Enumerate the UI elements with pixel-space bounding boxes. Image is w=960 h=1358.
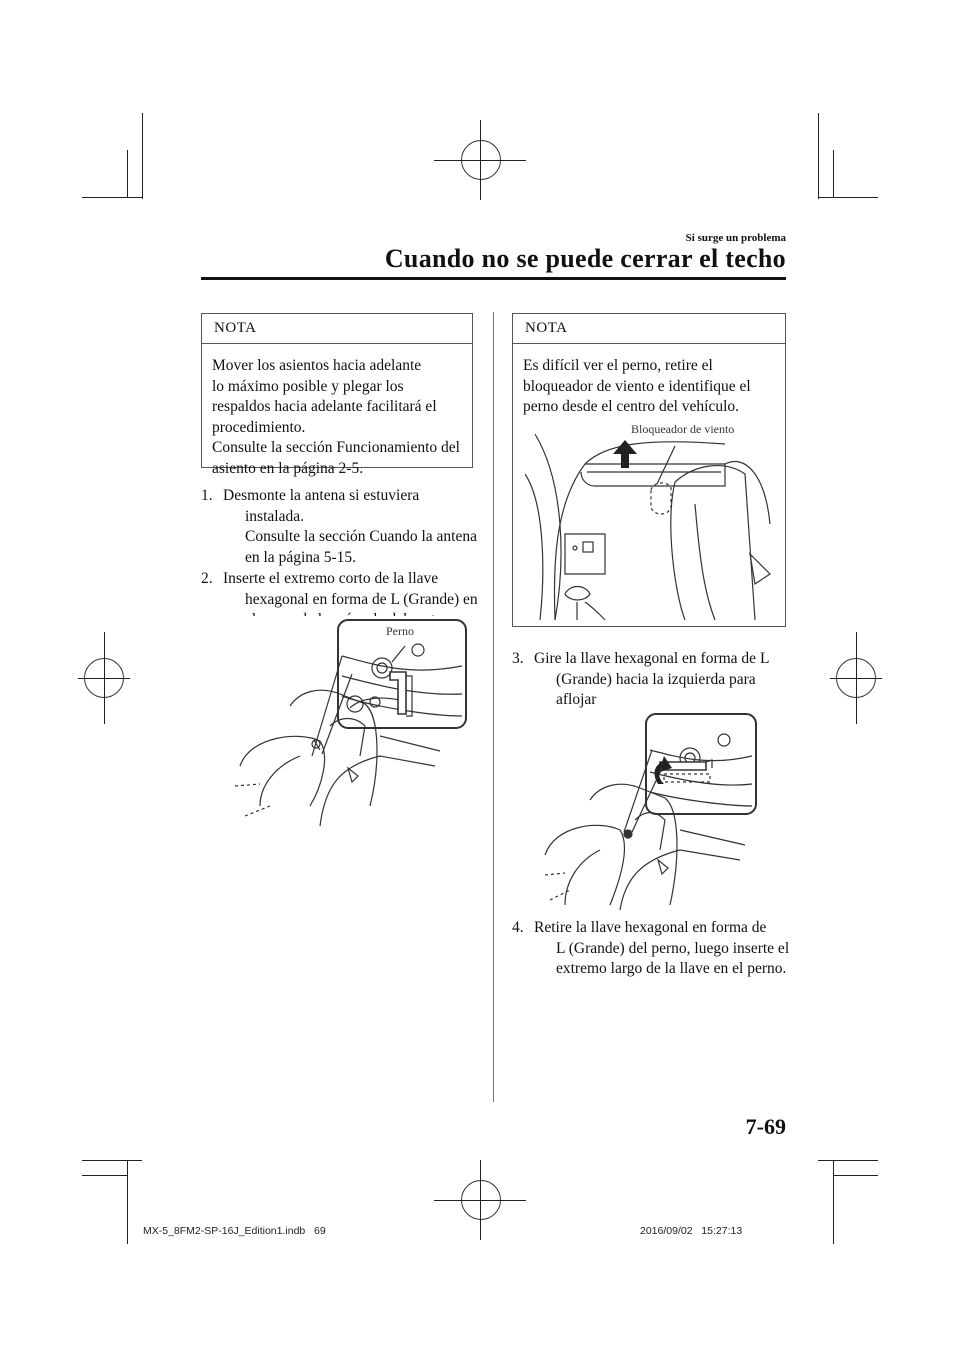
note-line: asiento en la página 2-5. — [212, 459, 364, 477]
note-line: perno desde el centro del vehículo. — [523, 398, 740, 415]
note-heading: NOTA — [202, 314, 472, 344]
step-line: extremo largo de la llave en el perno. — [556, 960, 787, 977]
note-body — [513, 344, 785, 428]
illustration-bolt-bracket — [230, 616, 470, 826]
page-title: Cuando no se puede cerrar el techo — [384, 244, 786, 273]
step-number: 3. — [512, 650, 524, 667]
step-4 — [512, 918, 792, 980]
step-line: Consulte la sección Cuando la antena — [245, 528, 478, 545]
step-line: en la página 5-15. — [245, 548, 357, 566]
note-line: Consulte la sección Funcionamiento del — [212, 439, 460, 456]
note-line: lo máximo posible y plegar los — [212, 377, 404, 395]
column-divider — [493, 312, 494, 1102]
step-line: Retire la llave hexagonal en forma de — [534, 919, 767, 936]
illustration-turn-wrench — [540, 710, 760, 910]
step-line: Gire la llave hexagonal en forma de L — [534, 650, 770, 667]
step-number: 1. — [201, 487, 213, 504]
note-line: Mover los asientos hacia adelante — [212, 357, 422, 374]
callout-bloqueador: Bloqueador de viento — [631, 422, 735, 436]
note-line: procedimiento. — [212, 418, 306, 436]
note-heading: NOTA — [513, 314, 785, 344]
step-line: Desmonte la antena si estuviera — [223, 487, 420, 504]
callout-perno: Perno — [386, 624, 414, 638]
note-body — [202, 344, 472, 489]
note-line: Es difícil ver el perno, retire el — [523, 357, 713, 374]
page-number: 7-69 — [745, 1114, 786, 1139]
illustration-wind-blocker — [525, 424, 775, 620]
step-line: hexagonal en forma de L (Grande) en — [245, 590, 478, 608]
step-line: L (Grande) del perno, luego inserte el — [556, 939, 790, 957]
footer-timestamp: 2016/09/02 15:27:13 — [640, 1225, 743, 1237]
header-rule — [201, 277, 786, 280]
note-box-right — [512, 313, 786, 627]
step-line: (Grande) hacia la izquierda para aflojar — [556, 670, 756, 708]
step-number: 4. — [512, 919, 524, 936]
note-line: respaldos hacia adelante facilitará el — [212, 398, 437, 415]
step-line: instalada. — [245, 507, 304, 525]
note-box-left — [201, 313, 473, 477]
section-name: Si surge un problema — [685, 232, 786, 244]
note-line: bloqueador de viento e identifique el — [523, 377, 751, 395]
step-number: 2. — [201, 570, 213, 587]
step-1 — [201, 486, 486, 568]
step-line: Inserte el extremo corto de la llave — [223, 570, 439, 587]
footer-file: MX-5_8FM2-SP-16J_Edition1.indb 69 — [143, 1225, 326, 1237]
